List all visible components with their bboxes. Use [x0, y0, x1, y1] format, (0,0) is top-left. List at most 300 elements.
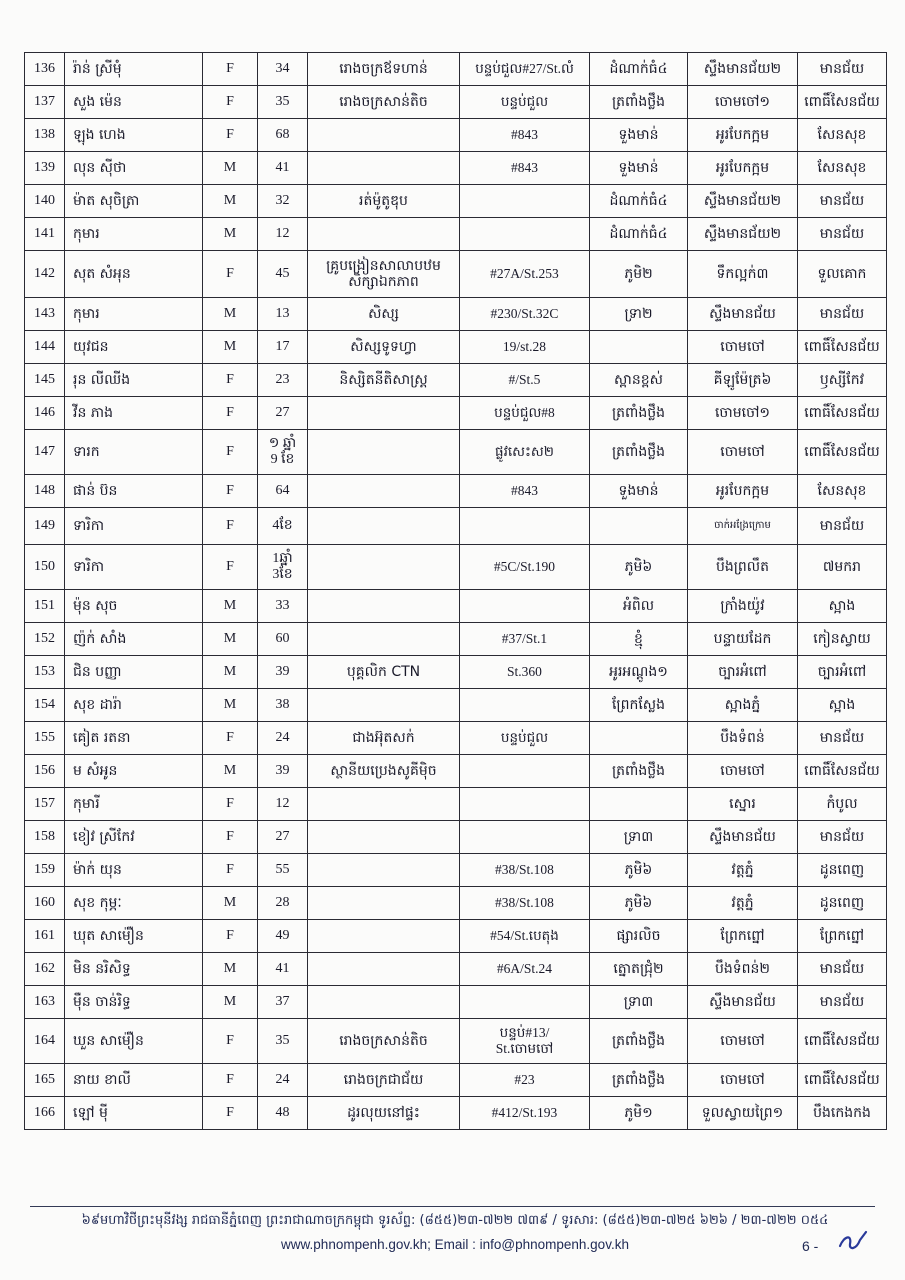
village-cell: [590, 508, 688, 545]
village-cell: ភូមិ៦: [590, 545, 688, 590]
age-cell: 68: [258, 119, 308, 152]
sangkat-cell: អូរបែកក្អម: [688, 119, 798, 152]
occupation-cell: [308, 689, 460, 722]
village-cell: [590, 722, 688, 755]
age-cell: 34: [258, 53, 308, 86]
name-cell: ញ៉ក់ សាំង: [65, 623, 203, 656]
khan-cell: មានជ័យ: [798, 821, 887, 854]
row-number-cell: 137: [25, 86, 65, 119]
occupation-cell: [308, 854, 460, 887]
age-cell: 33: [258, 590, 308, 623]
table-row: [25, 251, 887, 298]
sex-cell: F: [203, 119, 258, 152]
sex-cell: M: [203, 590, 258, 623]
age-cell: 64: [258, 475, 308, 508]
village-cell: ដំណាក់ធំ៤: [590, 53, 688, 86]
sangkat-cell: អូរបែកក្អម: [688, 152, 798, 185]
table-row: [25, 218, 887, 251]
name-cell: នាយ ខាលី: [65, 1064, 203, 1097]
address-cell: #843: [460, 152, 590, 185]
age-cell: 12: [258, 788, 308, 821]
khan-cell: មានជ័យ: [798, 53, 887, 86]
table-row: [25, 953, 887, 986]
village-cell: ត្នោតជ្រុំ២: [590, 953, 688, 986]
khan-cell: ពោធិ៍សែនជ័យ: [798, 1019, 887, 1064]
sangkat-cell: បឹងព្រលឹត: [688, 545, 798, 590]
village-cell: ខ្មុំ: [590, 623, 688, 656]
age-cell: 35: [258, 86, 308, 119]
sex-cell: F: [203, 397, 258, 430]
row-number-cell: 163: [25, 986, 65, 1019]
sangkat-cell: ចោមចៅ: [688, 1064, 798, 1097]
sex-cell: M: [203, 152, 258, 185]
age-cell: 4ខែ: [258, 508, 308, 545]
age-cell: 17: [258, 331, 308, 364]
age-cell: 37: [258, 986, 308, 1019]
sex-cell: M: [203, 185, 258, 218]
sex-cell: M: [203, 656, 258, 689]
village-cell: ព្រែកស្លែង: [590, 689, 688, 722]
occupation-cell: [308, 788, 460, 821]
name-cell: កុមារ: [65, 298, 203, 331]
village-cell: ទួងមាន់: [590, 119, 688, 152]
village-cell: ទួងមាន់: [590, 475, 688, 508]
occupation-cell: [308, 545, 460, 590]
sex-cell: F: [203, 1097, 258, 1130]
table-row: [25, 508, 887, 545]
khan-cell: សែនសុខ: [798, 152, 887, 185]
village-cell: ត្រពាំងថ្លឹង: [590, 755, 688, 788]
sex-cell: F: [203, 821, 258, 854]
address-cell: [460, 821, 590, 854]
khan-cell: កំបូល: [798, 788, 887, 821]
age-cell: 32: [258, 185, 308, 218]
khan-cell: មានជ័យ: [798, 298, 887, 331]
row-number-cell: 160: [25, 887, 65, 920]
row-number-cell: 148: [25, 475, 65, 508]
khan-cell: មានជ័យ: [798, 722, 887, 755]
sangkat-cell: ចោមចៅ: [688, 1019, 798, 1064]
name-cell: ទារិកា: [65, 545, 203, 590]
khan-cell: មានជ័យ: [798, 953, 887, 986]
name-cell: រុន លីឈីង: [65, 364, 203, 397]
table-row: [25, 331, 887, 364]
age-cell: 48: [258, 1097, 308, 1130]
address-cell: បន្ទប់ជួល#8: [460, 397, 590, 430]
address-cell: #843: [460, 119, 590, 152]
age-cell: 39: [258, 755, 308, 788]
age-cell: 27: [258, 821, 308, 854]
village-cell: ទ្រា៣: [590, 986, 688, 1019]
sangkat-cell: ស្ទឹងមានជ័យ២: [688, 185, 798, 218]
name-cell: ឡុង ហេង: [65, 119, 203, 152]
occupation-cell: [308, 821, 460, 854]
row-number-cell: 166: [25, 1097, 65, 1130]
address-cell: #38/St.108: [460, 887, 590, 920]
row-number-cell: 157: [25, 788, 65, 821]
row-number-cell: 165: [25, 1064, 65, 1097]
khan-cell: ដូនពេញ: [798, 854, 887, 887]
village-cell: ដំណាក់ធំ៤: [590, 185, 688, 218]
sex-cell: F: [203, 920, 258, 953]
village-cell: ទួងមាន់: [590, 152, 688, 185]
sex-cell: M: [203, 623, 258, 656]
age-cell: 39: [258, 656, 308, 689]
sex-cell: M: [203, 331, 258, 364]
table-row: [25, 364, 887, 397]
sangkat-cell: ចាក់អង្រែក្រោម: [688, 508, 798, 545]
khan-cell: មានជ័យ: [798, 986, 887, 1019]
khan-cell: ស្អាង: [798, 590, 887, 623]
occupation-cell: រោងចក្រសាន់តិច: [308, 1019, 460, 1064]
address-cell: #23: [460, 1064, 590, 1097]
sangkat-cell: ក្រាំងយ៉ូវ: [688, 590, 798, 623]
table-row: [25, 1064, 887, 1097]
row-number-cell: 164: [25, 1019, 65, 1064]
table-row: [25, 920, 887, 953]
row-number-cell: 141: [25, 218, 65, 251]
name-cell: រ៉ាន់ ស្រីមុំ: [65, 53, 203, 86]
village-cell: ដំណាក់ធំ៤: [590, 218, 688, 251]
sangkat-cell: ចោមចៅ: [688, 430, 798, 475]
cases-table: [24, 52, 887, 1130]
table-row: [25, 755, 887, 788]
sex-cell: F: [203, 1064, 258, 1097]
age-cell: 45: [258, 251, 308, 298]
occupation-cell: ដូរលុយនៅផ្ទះ: [308, 1097, 460, 1130]
sangkat-cell: ស្ទឹងមានជ័យ២: [688, 218, 798, 251]
sangkat-cell: វត្តភ្នំ: [688, 887, 798, 920]
village-cell: ត្រពាំងថ្លឹង: [590, 430, 688, 475]
sex-cell: F: [203, 854, 258, 887]
khan-cell: ពោធិ៍សែនជ័យ: [798, 430, 887, 475]
name-cell: សុខ ដារ៉ា: [65, 689, 203, 722]
sex-cell: M: [203, 755, 258, 788]
address-cell: បន្ទប់ជួល: [460, 86, 590, 119]
village-cell: ត្រពាំងថ្លឹង: [590, 1064, 688, 1097]
occupation-cell: សិស្សទូទហ្វា: [308, 331, 460, 364]
sex-cell: F: [203, 86, 258, 119]
row-number-cell: 139: [25, 152, 65, 185]
table-row: [25, 430, 887, 475]
age-cell: 60: [258, 623, 308, 656]
occupation-cell: [308, 475, 460, 508]
occupation-cell: រោងចក្រឪទហាន់: [308, 53, 460, 86]
village-cell: អំពិល: [590, 590, 688, 623]
occupation-cell: [308, 986, 460, 1019]
sangkat-cell: ចោមចៅ: [688, 755, 798, 788]
sex-cell: M: [203, 953, 258, 986]
name-cell: ម៉ាត សុចិត្រា: [65, 185, 203, 218]
sex-cell: F: [203, 53, 258, 86]
row-number-cell: 152: [25, 623, 65, 656]
sangkat-cell: ព្រែកព្នៅ: [688, 920, 798, 953]
table-row: [25, 53, 887, 86]
row-number-cell: 143: [25, 298, 65, 331]
row-number-cell: 144: [25, 331, 65, 364]
occupation-cell: [308, 218, 460, 251]
age-cell: 23: [258, 364, 308, 397]
occupation-cell: រោងចក្រសាន់តិច: [308, 86, 460, 119]
name-cell: សុខ កុម្ភៈ: [65, 887, 203, 920]
name-cell: ម៉ុន សុច: [65, 590, 203, 623]
age-cell: ១ ឆ្នាំ 9 ខែ: [258, 430, 308, 475]
sangkat-cell: បន្ទាយដែក: [688, 623, 798, 656]
name-cell: គៀត រតនា: [65, 722, 203, 755]
address-cell: បន្ទប់#13/ St.ចោមចៅ: [460, 1019, 590, 1064]
table-row: [25, 986, 887, 1019]
khan-cell: កៀនស្វាយ: [798, 623, 887, 656]
sex-cell: M: [203, 689, 258, 722]
occupation-cell: [308, 430, 460, 475]
sex-cell: M: [203, 986, 258, 1019]
khan-cell: សែនសុខ: [798, 119, 887, 152]
table-row: [25, 623, 887, 656]
address-cell: St.360: [460, 656, 590, 689]
sex-cell: F: [203, 1019, 258, 1064]
occupation-cell: និស្សិតនីតិសាស្ត្រ: [308, 364, 460, 397]
village-cell: ភូមិ១: [590, 1097, 688, 1130]
sangkat-cell: ច្បារអំពៅ: [688, 656, 798, 689]
village-cell: ភូមិ៦: [590, 854, 688, 887]
address-cell: #843: [460, 475, 590, 508]
occupation-cell: សិស្ស: [308, 298, 460, 331]
name-cell: កុមារី: [65, 788, 203, 821]
khan-cell: ពោធិ៍សែនជ័យ: [798, 331, 887, 364]
occupation-cell: [308, 623, 460, 656]
name-cell: ឃុត សាម៉ឿន: [65, 920, 203, 953]
table-row: [25, 656, 887, 689]
address-cell: ផ្លូវសេះស២: [460, 430, 590, 475]
khan-cell: ពោធិ៍សែនជ័យ: [798, 755, 887, 788]
name-cell: ឃួន សាម៉ឿន: [65, 1019, 203, 1064]
khan-cell: មានជ័យ: [798, 508, 887, 545]
sex-cell: M: [203, 887, 258, 920]
khan-cell: ឫស្សីកែវ: [798, 364, 887, 397]
name-cell: ម៉ាក់ យុន: [65, 854, 203, 887]
address-cell: [460, 755, 590, 788]
footer-divider: [30, 1206, 875, 1207]
row-number-cell: 136: [25, 53, 65, 86]
table-row: [25, 887, 887, 920]
table-row: [25, 185, 887, 218]
address-cell: [460, 689, 590, 722]
table-row: [25, 854, 887, 887]
address-cell: បន្ទប់ជួល#27/St.លំ: [460, 53, 590, 86]
address-cell: [460, 185, 590, 218]
table-row: [25, 1097, 887, 1130]
sangkat-cell: ស្អាងភ្នំ: [688, 689, 798, 722]
occupation-cell: ជាងអ៊ុតសក់: [308, 722, 460, 755]
occupation-cell: [308, 508, 460, 545]
khan-cell: ពោធិ៍សែនជ័យ: [798, 1064, 887, 1097]
table-row: [25, 689, 887, 722]
name-cell: យុវជន: [65, 331, 203, 364]
age-cell: 1ឆ្នាំ 3ខែ: [258, 545, 308, 590]
sangkat-cell: ចោមចៅ១: [688, 397, 798, 430]
khan-cell: ស្អាង: [798, 689, 887, 722]
khan-cell: មានជ័យ: [798, 218, 887, 251]
khan-cell: មានជ័យ: [798, 185, 887, 218]
sex-cell: M: [203, 298, 258, 331]
table-row: [25, 788, 887, 821]
row-number-cell: 142: [25, 251, 65, 298]
table-row: [25, 1019, 887, 1064]
occupation-cell: [308, 152, 460, 185]
sangkat-cell: ស្ទឹងមានជ័យ: [688, 298, 798, 331]
name-cell: កុមារ: [65, 218, 203, 251]
sangkat-cell: ស្ទឹងមានជ័យ: [688, 986, 798, 1019]
address-cell: 19/st.28: [460, 331, 590, 364]
sangkat-cell: វត្តភ្នំ: [688, 854, 798, 887]
village-cell: ទ្រា៣: [590, 821, 688, 854]
address-cell: #230/St.32C: [460, 298, 590, 331]
name-cell: ទារិកា: [65, 508, 203, 545]
table-row: [25, 397, 887, 430]
address-cell: #412/St.193: [460, 1097, 590, 1130]
name-cell: ម៉ឺន ចាន់រិទ្ធ: [65, 986, 203, 1019]
occupation-cell: [308, 119, 460, 152]
sex-cell: F: [203, 475, 258, 508]
name-cell: ខៀវ ស្រីកែវ: [65, 821, 203, 854]
address-cell: #27A/St.253: [460, 251, 590, 298]
address-cell: #38/St.108: [460, 854, 590, 887]
sex-cell: F: [203, 508, 258, 545]
occupation-cell: [308, 953, 460, 986]
age-cell: 24: [258, 722, 308, 755]
name-cell: ម សំអូន: [65, 755, 203, 788]
row-number-cell: 138: [25, 119, 65, 152]
page-number: 6 -: [802, 1238, 819, 1254]
name-cell: វីន ភាង: [65, 397, 203, 430]
row-number-cell: 147: [25, 430, 65, 475]
row-number-cell: 140: [25, 185, 65, 218]
name-cell: សុត សំអុន: [65, 251, 203, 298]
table-row: [25, 545, 887, 590]
sangkat-cell: ចោមចៅ១: [688, 86, 798, 119]
age-cell: 41: [258, 152, 308, 185]
age-cell: 55: [258, 854, 308, 887]
footer-website-email: www.phnompenh.gov.kh; Email : info@phnompenh.gov.kh: [281, 1237, 629, 1252]
village-cell: ផ្សារលិច: [590, 920, 688, 953]
occupation-cell: បុគ្គលិក CTN: [308, 656, 460, 689]
table-row: [25, 722, 887, 755]
table-row: [25, 152, 887, 185]
khan-cell: ច្បារអំពៅ: [798, 656, 887, 689]
sangkat-cell: ស្ទឹងមានជ័យ២: [688, 53, 798, 86]
khan-cell: ៧មករា: [798, 545, 887, 590]
sangkat-cell: ស្នោរ: [688, 788, 798, 821]
age-cell: 12: [258, 218, 308, 251]
sex-cell: F: [203, 788, 258, 821]
row-number-cell: 146: [25, 397, 65, 430]
table-row: [25, 119, 887, 152]
village-cell: [590, 788, 688, 821]
table-row: [25, 821, 887, 854]
khan-cell: បឹងកេងកង: [798, 1097, 887, 1130]
age-cell: 49: [258, 920, 308, 953]
row-number-cell: 162: [25, 953, 65, 986]
table-row: [25, 86, 887, 119]
sex-cell: F: [203, 430, 258, 475]
name-cell: លុន សុីថា: [65, 152, 203, 185]
row-number-cell: 155: [25, 722, 65, 755]
address-cell: [460, 508, 590, 545]
sex-cell: F: [203, 251, 258, 298]
row-number-cell: 154: [25, 689, 65, 722]
village-cell: [590, 331, 688, 364]
sangkat-cell: ទឹកល្អក់៣: [688, 251, 798, 298]
sangkat-cell: បឹងទំពន់២: [688, 953, 798, 986]
name-cell: សួង ម៉េន: [65, 86, 203, 119]
row-number-cell: 151: [25, 590, 65, 623]
table-row: [25, 590, 887, 623]
age-cell: 24: [258, 1064, 308, 1097]
row-number-cell: 149: [25, 508, 65, 545]
name-cell: ជិន បញ្ញា: [65, 656, 203, 689]
row-number-cell: 161: [25, 920, 65, 953]
sex-cell: F: [203, 722, 258, 755]
age-cell: 41: [258, 953, 308, 986]
khan-cell: ពោធិ៍សែនជ័យ: [798, 397, 887, 430]
occupation-cell: [308, 590, 460, 623]
row-number-cell: 158: [25, 821, 65, 854]
khan-cell: ពោធិ៍សែនជ័យ: [798, 86, 887, 119]
sex-cell: F: [203, 545, 258, 590]
occupation-cell: គ្រូបង្រៀនសាលាបឋម សិក្សាឯកភាព: [308, 251, 460, 298]
sangkat-cell: បឹងទំពន់: [688, 722, 798, 755]
name-cell: មិន នរិសិទ្ធ: [65, 953, 203, 986]
village-cell: អូរអណ្ដូង១: [590, 656, 688, 689]
village-cell: ទ្រា២: [590, 298, 688, 331]
address-cell: បន្ទប់ជួល: [460, 722, 590, 755]
occupation-cell: រត់ម៉ូតូឌុប: [308, 185, 460, 218]
khan-cell: សែនសុខ: [798, 475, 887, 508]
sangkat-cell: ចោមចៅ: [688, 331, 798, 364]
footer-address: ៦៩មហាវិថីព្រះមុនីវង្ស រាជធានីភ្នំពេញ ព្រះរាជាណាចក្រកម្ពុជា ទូរស័ព្ទ: (៨៥៥)២៣-៧២២ ៧៣៩ / ទូរសារ: (៨៥៥)២៣-៧២៥ ៦២៦ / ២៣-៧២២ ០៥៤: [81, 1213, 829, 1228]
khan-cell: ដូនពេញ: [798, 887, 887, 920]
address-cell: #6A/St.24: [460, 953, 590, 986]
address-cell: #54/St.បេតុង: [460, 920, 590, 953]
occupation-cell: [308, 920, 460, 953]
age-cell: 13: [258, 298, 308, 331]
address-cell: [460, 986, 590, 1019]
village-cell: ស្ពានខ្ពស់: [590, 364, 688, 397]
age-cell: 38: [258, 689, 308, 722]
table-row: [25, 475, 887, 508]
sex-cell: M: [203, 218, 258, 251]
row-number-cell: 156: [25, 755, 65, 788]
address-cell: #37/St.1: [460, 623, 590, 656]
village-cell: ត្រពាំងថ្លឹង: [590, 86, 688, 119]
sangkat-cell: អូរបែកក្អម: [688, 475, 798, 508]
khan-cell: ព្រែកព្នៅ: [798, 920, 887, 953]
occupation-cell: [308, 887, 460, 920]
occupation-cell: ស្ថានីយប្រេងសូគីម៉ិច: [308, 755, 460, 788]
address-cell: [460, 218, 590, 251]
sex-cell: F: [203, 364, 258, 397]
row-number-cell: 145: [25, 364, 65, 397]
age-cell: 28: [258, 887, 308, 920]
address-cell: [460, 590, 590, 623]
address-cell: #5C/St.190: [460, 545, 590, 590]
sangkat-cell: ស្ទឹងមានជ័យ: [688, 821, 798, 854]
table-row: [25, 298, 887, 331]
village-cell: ភូមិ២: [590, 251, 688, 298]
village-cell: ត្រពាំងថ្លឹង: [590, 397, 688, 430]
row-number-cell: 150: [25, 545, 65, 590]
handwritten-initials-icon: [836, 1228, 872, 1254]
